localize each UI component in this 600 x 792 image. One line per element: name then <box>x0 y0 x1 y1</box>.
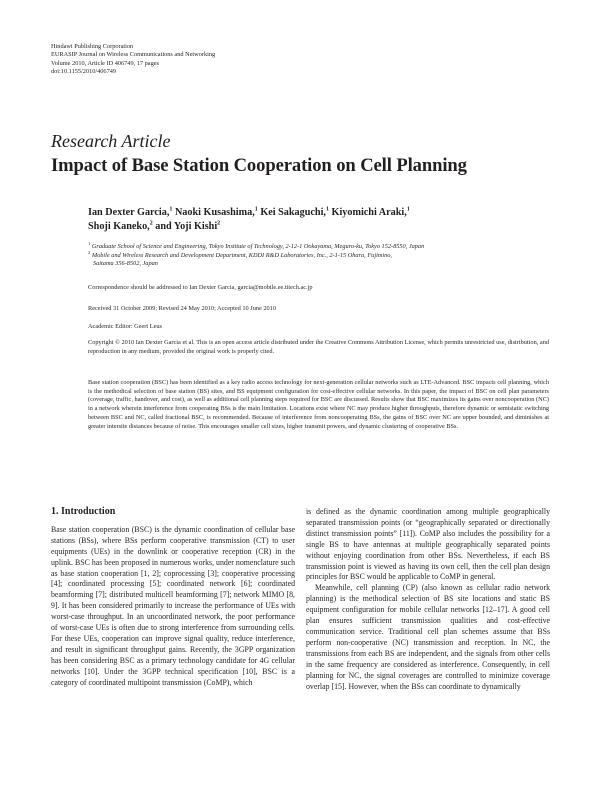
affiliation-2 <box>88 249 549 261</box>
author <box>175 207 258 218</box>
author-name: Shoji Kaneko, <box>88 221 150 233</box>
body-paragraph: Meanwhile, cell planning (CP) (also known as cellular radio network planning) is the methodical selection of BS site locations and static BS equipment configuration for mobile cellular networks [12–17]. A good cell plan ensures sufficient transmission qualities and cost-effective communication service. Traditional cell plan schemes assume that BSs perform non-cooperative (NC) transmission and reception. In NC, the transmissions from each BS are independent, and the signals from other cells in the same frequency are considered as interference. Consequently, in cell planning for NC, the signal coverages are controlled to minimize coverage overlap [15]. However, when the BSs can coordinate to dynamically <box>306 583 550 691</box>
author-name: Kiyomichi Araki, <box>331 207 407 218</box>
copyright-notice: Copyright © 2010 Ian Dexter Garcia et al. This is an open access article distributed under the Creative Commons Attribution License, which permits unrestricted use, distribution, and reproduction in any medium, provided the original work is properly cited. <box>88 339 549 355</box>
affiliation-number: 2 <box>88 249 91 255</box>
publisher-line: Hindawi Publishing Corporation <box>51 43 134 50</box>
abstract: Base station cooperation (BSC) has been identified as a key radio access technology for next-generation cellular networks such as LTE-Advanced. BSC impacts cell planning, which is the methodical selection of base station (BS) sites, and BS equipment configuration for cost-effective cellular networks. In this paper, the impact of BSC on cell plan parameters (coverage, traffic, handover, and cost), as well as additional cell planning steps required for BSC are discussed. Results show that BSC maximizes its gains over noncooperation (NC) in a network wherein interference from cooperating BSs is the main limitation. Locations exist where NC may produce higher throughputs, therefore dynamic or semistatic switching between BSC and NC, called fractional BSC, is recommended. Because of interference from noncooperating BSs, the gains of BSC over NC are upper bounded, and diminishes at greater intersite distances because of noise. This encourages smaller cell sizes, higher transmit powers, and dynamic clustering of cooperative BSs. <box>88 379 549 430</box>
author-affiliation-mark: 2 <box>217 220 221 227</box>
author-affiliation-mark: 1 <box>169 206 173 213</box>
author <box>88 207 172 218</box>
affiliation-2-continuation: Saitama 356-8502, Japan <box>93 260 158 268</box>
author <box>332 207 410 218</box>
right-column <box>306 507 550 692</box>
author <box>260 207 329 218</box>
academic-editor: Academic Editor: Geert Leus <box>88 323 162 330</box>
body-paragraph: is defined as the dynamic coordination among multiple geographically separated transmission points (or “geographically separated or directionally distinct transmission points” [11]). CoMP also includes the possibility for a single BS to have antennas at multiple geographically separated points without enjoying coordination from other BSs. Nevertheless, if each BS transmission point is viewed as having its own cell, then the cell plan design principles for BSC would be applicable to CoMP in general. <box>306 507 550 582</box>
paper-title: Impact of Base Station Cooperation on Cell Planning <box>51 155 467 176</box>
section-heading: 1. Introduction <box>51 506 116 517</box>
author-affiliation-mark: 2 <box>149 220 153 227</box>
affiliation-text: Graduate School of Science and Engineering, Tokyo Institute of Technology, 2-12-1 Ookayama, Meguro-ku, Tokyo 152-8550, Japan <box>91 243 425 250</box>
left-column <box>51 507 295 689</box>
author <box>155 221 220 232</box>
affiliation-number: 1 <box>88 240 91 246</box>
author-affiliation-mark: 1 <box>406 206 410 213</box>
author-name: Kei Sakaguchi, <box>260 207 326 218</box>
author-affiliation-mark: 1 <box>325 206 329 213</box>
body-paragraph: Base station cooperation (BSC) is the dynamic coordination of cellular base stations (BSs), where BSs perform cooperative transmission (CT) to user equipments (UEs) in the downlink or cooperative reception (CR) in the uplink. BSC has been proposed in numerous works, under nomenclature such as base station cooperation [1, 2]; coprocessing [3]; cooperative processing [4]; coordinated processing [5]; coordinated network [6]; coordinated beamforming [7]; distributed multicell beamforming [7]; network MIMO [8, 9]. It has been considered primarily to increase the performance of UEs with worst-case throughput. In an uncoordinated network, the poor performance of worst-case UEs is often due to strong interference from surrounding cells. For these UEs, cooperation can improve signal quality, reduce interference, and result in significant throughput gains. Recently, the 3GPP organization has been considering BSC as a primary technology candidate for 4G cellular networks [10]. Under the 3GPP technical specification [10], BSC is a category of coordinated multipoint transmission (CoMP), which <box>51 524 295 687</box>
author <box>88 221 153 232</box>
affiliation-1 <box>88 240 549 252</box>
article-type: Research Article <box>51 131 171 151</box>
doi-line: doi:10.1155/2010/406749 <box>51 68 117 76</box>
received-dates: Received 31 October 2009; Revised 24 May 2010; Accepted 10 June 2010 <box>88 305 276 312</box>
author-name: Naoki Kusashima, <box>174 207 255 218</box>
correspondence: Correspondence should be addressed to Ian Dexter Garcia, garcia@mobile.ee.titech.ac.jp <box>88 284 313 291</box>
author-affiliation-mark: 1 <box>254 206 258 213</box>
journal-name-line: EURASIP Journal on Wireless Communications and Networking <box>51 51 216 59</box>
volume-line: Volume 2010, Article ID 406749, 17 pages <box>51 59 159 67</box>
affiliations <box>88 240 549 269</box>
author-name: Ian Dexter Garcia, <box>88 207 170 218</box>
author-list <box>88 206 558 234</box>
author-name: and Yoji Kishi <box>155 221 218 233</box>
journal-header <box>51 43 451 77</box>
affiliation-text: Mobile and Wireless Research and Development Department, KDDI R&D Laboratories, Inc., 2-1-15 Ohara, Fujimino, <box>91 251 392 259</box>
